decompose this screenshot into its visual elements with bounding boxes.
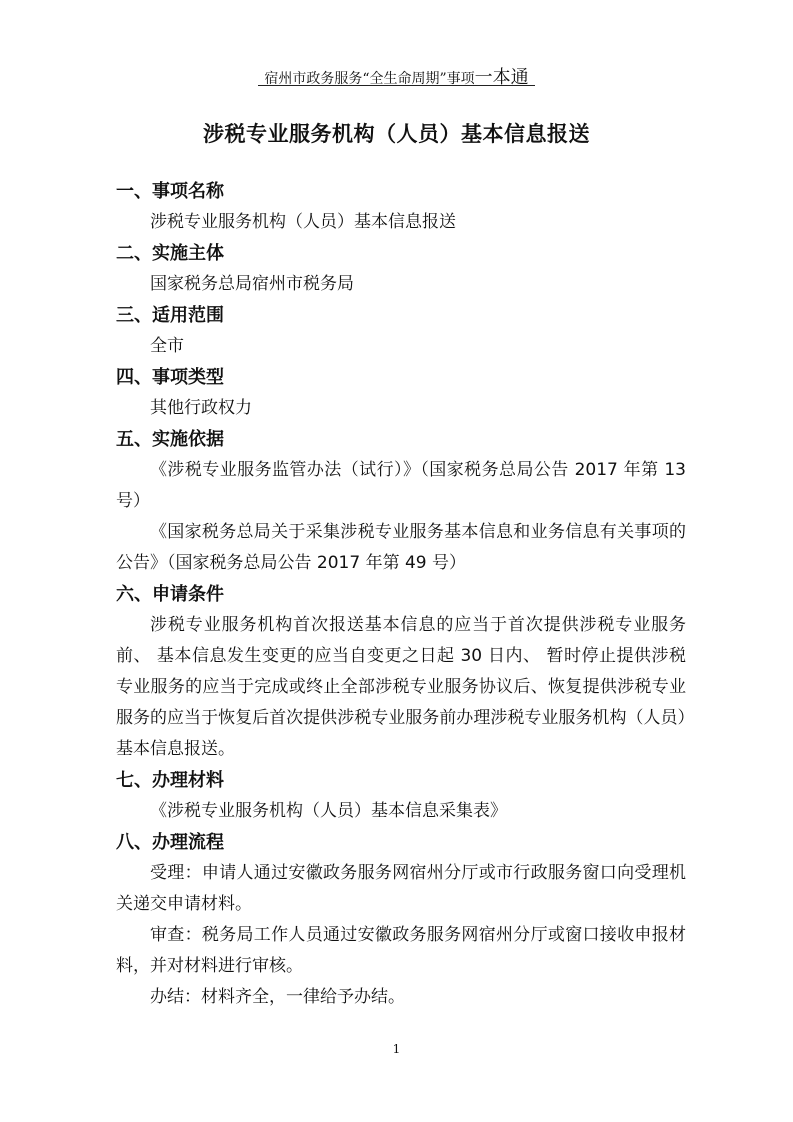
page-header bbox=[0, 63, 793, 89]
section-paragraph: 其他行政权力 bbox=[150, 398, 252, 418]
section-heading: 八、办理流程 bbox=[116, 832, 224, 853]
section-heading: 三、适用范围 bbox=[116, 305, 224, 326]
section-heading: 七、办理材料 bbox=[116, 770, 224, 791]
section-paragraph: 《国家税务总局关于采集涉税专业服务基本信息和业务信息有关事项的公告》（国家税务总局公告 2017 年第 49 号） bbox=[116, 522, 686, 573]
section-materials bbox=[116, 765, 686, 827]
section-legal-basis bbox=[116, 424, 686, 579]
section-heading: 四、事项类型 bbox=[116, 367, 224, 388]
section-process bbox=[116, 827, 686, 1013]
section-paragraph: 涉税专业服务机构（人员）基本信息报送 bbox=[150, 212, 456, 232]
section-item-type bbox=[116, 362, 686, 424]
section-paragraph: 受理：申请人通过安徽政务服务网宿州分厅或市行政服务窗口向受理机关递交申请材料。 bbox=[116, 863, 686, 914]
section-heading: 二、实施主体 bbox=[116, 243, 224, 264]
section-paragraph: 《涉税专业服务监管办法（试行）》（国家税务总局公告 2017 年第 13 号） bbox=[116, 460, 686, 511]
section-paragraph: 全市 bbox=[150, 336, 184, 356]
section-paragraph: 涉税专业服务机构首次报送基本信息的应当于首次提供涉税专业服务前、 基本信息发生变更的应当自变更之日起 30 日内、 暂时停止提供涉税专业服务的应当于完成或终止全部涉税专业服务协议后、恢复提供涉税专业服务的应当于恢复后首次提供涉税专业服务前办理涉税专业服务机构（人员）基本信息报送。 bbox=[116, 615, 686, 759]
section-paragraph: 审查：税务局工作人员通过安徽政务服务网宿州分厅或窗口接收申报材料，并对材料进行审核。 bbox=[116, 925, 686, 976]
section-item-name bbox=[116, 176, 686, 238]
section-heading: 一、事项名称 bbox=[116, 181, 224, 202]
page-number: 1 bbox=[392, 1042, 401, 1056]
section-paragraph: 办结：材料齐全，一律给予办结。 bbox=[150, 987, 405, 1007]
section-scope bbox=[116, 300, 686, 362]
document-title: 涉税专业服务机构（人员）基本信息报送 bbox=[203, 122, 590, 146]
section-paragraph: 《涉税专业服务机构（人员）基本信息采集表》 bbox=[150, 801, 507, 821]
document-body bbox=[116, 176, 686, 1013]
header-text: 宿州市政务服务“全生命周期”事项 bbox=[264, 71, 475, 87]
header-rule bbox=[258, 85, 535, 86]
section-implementing-body bbox=[116, 238, 686, 300]
header-text-emphasis: 一本通 bbox=[474, 67, 529, 88]
section-paragraph: 国家税务总局宿州市税务局 bbox=[150, 274, 354, 294]
section-conditions bbox=[116, 579, 686, 765]
section-heading: 六、申请条件 bbox=[116, 584, 224, 605]
section-heading: 五、实施依据 bbox=[116, 429, 224, 450]
